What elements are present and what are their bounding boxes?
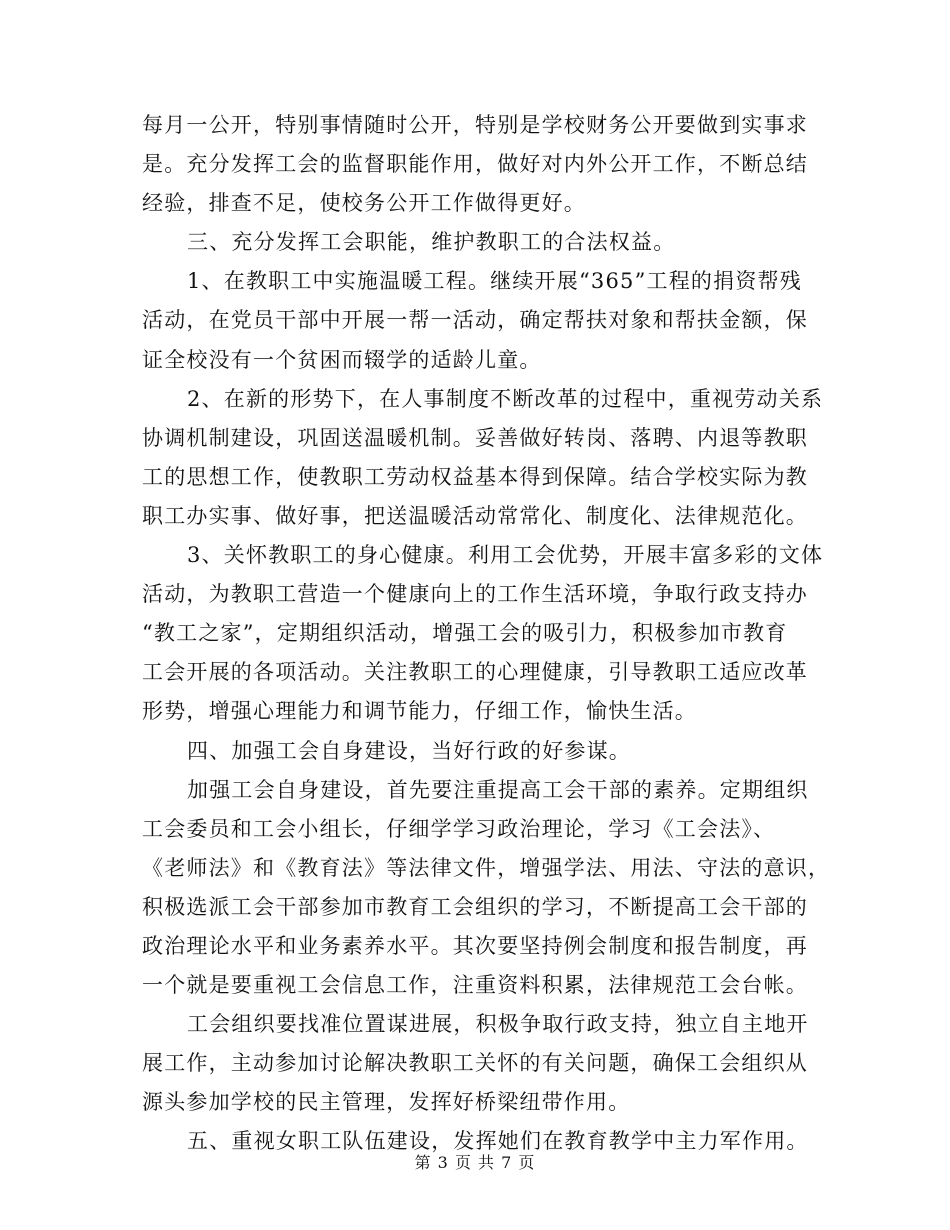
text-line: 活动，为教职工营造一个健康向上的工作生活环境，争取行政支持办 (142, 582, 808, 607)
text-line: 积极选派工会干部参加市教育工会组织的学习，不断提高工会干部的 (142, 894, 808, 919)
text-line: 是。充分发挥工会的监督职能作用，做好对内外公开工作，不断总结 (142, 152, 808, 177)
text-line: 工会组织要找准位置谋进展，积极争取行政支持，独立自主地开 (187, 1012, 809, 1037)
text-line: 展工作，主动参加讨论解决教职工关怀的有关问题，确保工会组织从 (142, 1051, 808, 1076)
text-line: 工的思想工作，使教职工劳动权益基本得到保障。结合学校实际为教 (142, 464, 808, 489)
text-line: 政治理论水平和业务素养水平。其次要坚持例会制度和报告制度，再 (142, 933, 808, 958)
text-line: 工会委员和工会小组长，仔细学学习政治理论，学习《工会法》、 (142, 816, 776, 841)
section-heading: 五、重视女职工队伍建设，发挥她们在教育教学中主力军作用。 (187, 1129, 809, 1154)
text-line: 经验，排查不足，使校务公开工作做得更好。 (142, 191, 586, 216)
text-line: 源头参加学校的民主管理，发挥好桥梁纽带作用。 (142, 1090, 631, 1115)
text-line: 协调机制建设，巩固送温暖机制。妥善做好转岗、落聘、内退等教职 (142, 425, 808, 450)
document-body (142, 106, 831, 1162)
text-line: 一个就是要重视工会信息工作，注重资料积累，法律规范工会台帐。 (142, 973, 808, 998)
text-line: 《老师法》和《教育法》等法律文件，增强学法、用法、守法的意识， (142, 855, 831, 880)
text-line: 1、在教职工中实施温暖工程。继续开展“365”工程的捐资帮残 (187, 269, 802, 294)
text-line: “教工之家”，定期组织活动，增强工会的吸引力，积极参加市教育 (142, 621, 788, 646)
page-number-footer: 第 3 页 共 7 页 (414, 1153, 536, 1172)
text-line: 每月一公开，特别事情随时公开，特别是学校财务公开要做到实事求 (142, 113, 808, 137)
text-line: 职工办实事、做好事，把送温暖活动常常化、制度化、法律规范化。 (142, 503, 808, 528)
text-line: 加强工会自身建设，首先要注重提高工会干部的素养。定期组织 (187, 777, 809, 802)
section-heading: 四、加强工会自身建设，当好行政的好参谋。 (187, 738, 631, 763)
text-line: 证全校没有一个贫困而辍学的适龄儿童。 (142, 347, 542, 372)
text-line: 2、在新的形势下，在人事制度不断改革的过程中，重视劳动关系 (187, 386, 824, 411)
text-line: 形势，增强心理能力和调节能力，仔细工作，愉快生活。 (142, 699, 697, 724)
text-line: 3、关怀教职工的身心健康。利用工会优势，开展丰富多彩的文体 (187, 543, 824, 568)
text-line: 工会开展的各项活动。关注教职工的心理健康，引导教职工适应改革 (142, 660, 808, 685)
section-heading: 三、充分发挥工会职能，维护教职工的合法权益。 (187, 230, 676, 255)
text-line: 活动，在党员干部中开展一帮一活动，确定帮扶对象和帮扶金额，保 (142, 308, 808, 333)
